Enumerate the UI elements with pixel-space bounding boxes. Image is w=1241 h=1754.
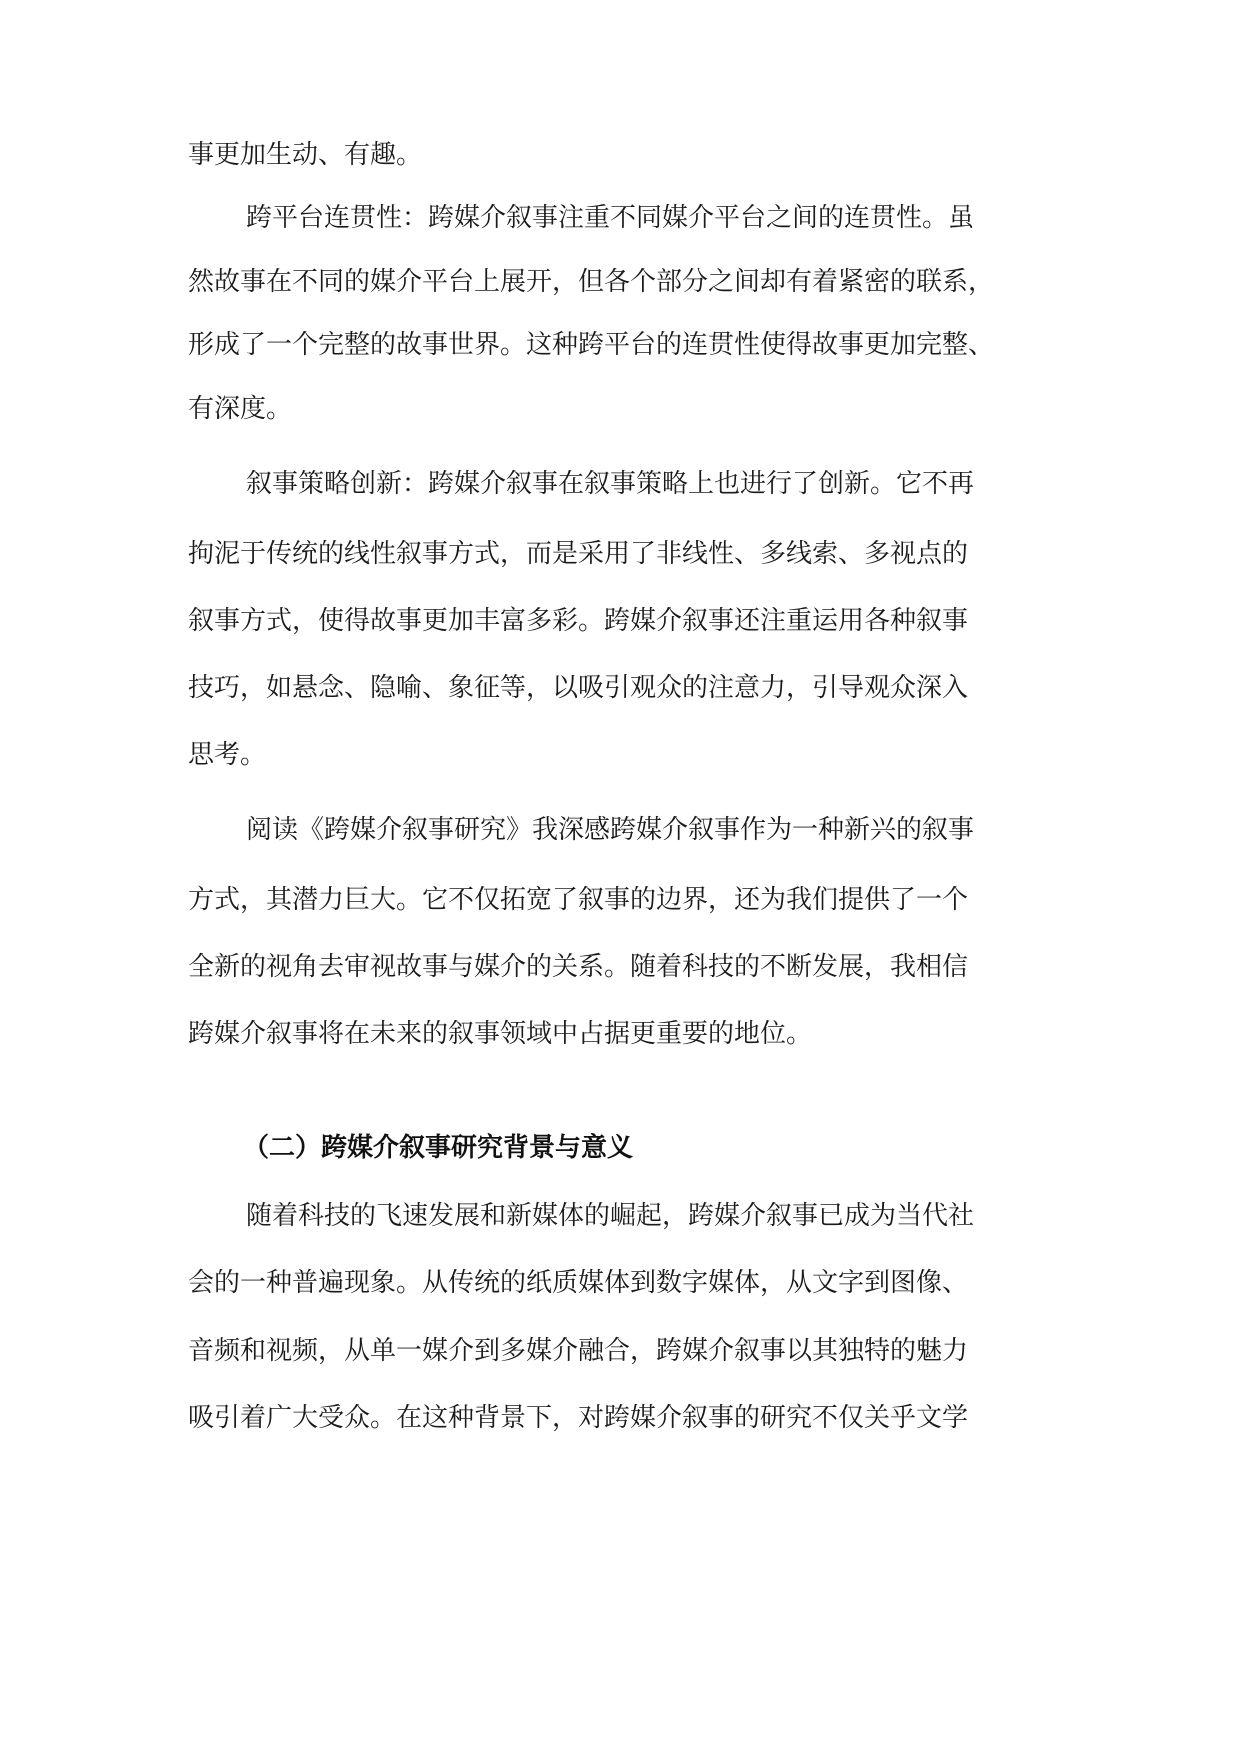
text-line: 随着科技的飞速发展和新媒体的崛起，跨媒介叙事已成为当代社 xyxy=(246,1201,975,1231)
section-heading: （二）跨媒介叙事研究背景与意义 xyxy=(243,1133,634,1163)
text-line: 然故事在不同的媒介平台上展开，但各个部分之间却有着紧密的联系， xyxy=(188,267,995,297)
text-line: 跨媒介叙事将在未来的叙事领域中占据更重要的地位。 xyxy=(188,1019,813,1049)
text-line: 技巧，如悬念、隐喻、象征等，以吸引观众的注意力，引导观众深入 xyxy=(188,673,969,703)
text-line: 跨平台连贯性：跨媒介叙事注重不同媒介平台之间的连贯性。虽 xyxy=(246,203,975,233)
text-line: 有深度。 xyxy=(188,394,293,424)
text-line: 音频和视频，从单一媒介到多媒介融合，跨媒介叙事以其独特的魅力 xyxy=(188,1336,969,1366)
text-line: 事更加生动、有趣。 xyxy=(188,140,423,170)
text-line: 思考。 xyxy=(188,740,267,770)
text-line: 形成了一个完整的故事世界。这种跨平台的连贯性使得故事更加完整、 xyxy=(188,330,995,360)
text-line: 方式，其潜力巨大。它不仅拓宽了叙事的边界，还为我们提供了一个 xyxy=(188,885,969,915)
text-line: 吸引着广大受众。在这种背景下，对跨媒介叙事的研究不仅关乎文学 xyxy=(188,1403,969,1433)
text-line: 叙事策略创新：跨媒介叙事在叙事策略上也进行了创新。它不再 xyxy=(246,469,975,499)
text-line: 拘泥于传统的线性叙事方式，而是采用了非线性、多线索、多视点的 xyxy=(188,539,969,569)
text-line: 全新的视角去审视故事与媒介的关系。随着科技的不断发展，我相信 xyxy=(188,952,969,982)
text-line: 会的一种普遍现象。从传统的纸质媒体到数字媒体，从文字到图像、 xyxy=(188,1268,969,1298)
text-line: 叙事方式，使得故事更加丰富多彩。跨媒介叙事还注重运用各种叙事 xyxy=(188,606,969,636)
text-line: 阅读《跨媒介叙事研究》我深感跨媒介叙事作为一种新兴的叙事 xyxy=(246,815,975,845)
